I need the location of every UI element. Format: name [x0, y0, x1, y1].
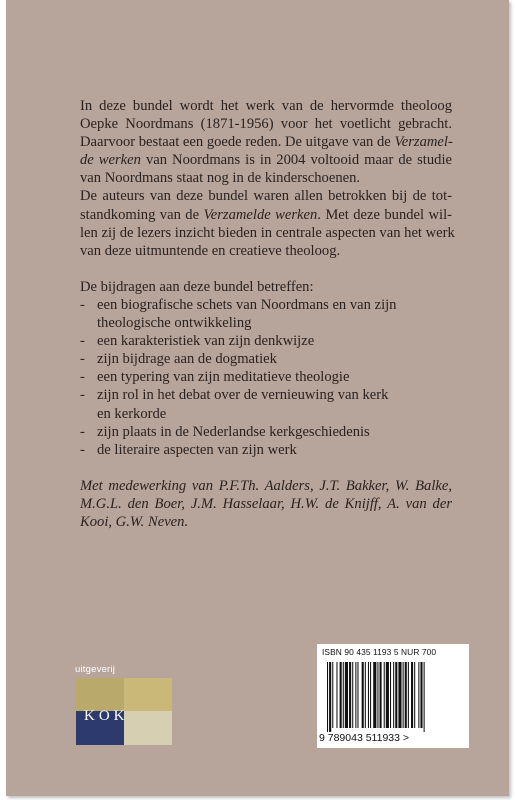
intro-paragraph: [80, 97, 452, 187]
barcode-bar: [377, 662, 378, 728]
credits-paragraph: [80, 477, 452, 531]
barcode-bar: [393, 662, 394, 728]
barcode-bar: [390, 662, 391, 728]
barcode-bar: [424, 662, 425, 732]
barcode-bar: [340, 662, 342, 728]
barcode-label: [317, 644, 469, 748]
barcode-bar: [414, 662, 415, 728]
authors-line-1: De auteurs van deze bundel waren allen betrokken bij de tot-: [80, 188, 452, 205]
credits-line-1: Met medewerking van P.F.Th. Aalders, J.T. Bakker, W. Balke,: [80, 477, 452, 494]
barcode-bar: [408, 662, 409, 728]
intro-line-1: In deze bundel wordt het werk van de hervormde theoloog: [80, 98, 452, 114]
list-item: - zijn plaats in de Nederlandse kerkgeschiedenis: [80, 423, 452, 441]
publisher-label: uitgeverij: [75, 664, 116, 675]
barcode-bar: [362, 662, 364, 728]
back-cover: [6, 0, 509, 796]
barcode-bar: [418, 662, 419, 728]
barcode-bar: [403, 662, 404, 728]
barcode-bar: [384, 662, 385, 728]
barcode-bar: [398, 662, 401, 728]
contributions-heading: De bijdragen aan deze bundel betreffen:: [80, 278, 314, 295]
list-item: - een karakteristiek van zijn denkwijze: [80, 332, 452, 350]
barcode-bar: [386, 662, 389, 728]
list-item: - een biografische schets van Noordmans en van zijn theologische ontwikkeling: [80, 296, 452, 332]
contributions-list: [80, 296, 452, 459]
barcode-bar: [370, 662, 371, 728]
intro-line-4: de werken van Noordmans is in 2004 voltooid maar de studie: [80, 152, 452, 169]
barcode-bar: [336, 662, 337, 728]
barcode-bar: [368, 662, 369, 728]
book-title-italic-cont: de werken: [80, 152, 141, 169]
barcode-digits: 9 789043 511933 >: [319, 732, 410, 744]
barcode-bar: [345, 662, 348, 728]
authors-paragraph: [80, 187, 455, 259]
barcode-bar: [343, 662, 344, 728]
barcode-bar: [357, 662, 358, 728]
barcode-bar: [405, 662, 407, 728]
blurb-text: [80, 97, 455, 531]
intro-line-2: Oepke Noordmans (1871-1956) voor het voetlicht gebracht.: [80, 116, 452, 133]
intro-line-3: Daarvoor bestaat een goede reden. De uitgave van de Verzamel-: [80, 134, 453, 151]
credits-line-3: Kooi, G.W. Neven.: [80, 513, 189, 530]
publisher-logo: [76, 678, 172, 745]
credits-line-2: M.G.L. den Boer, J.M. Hasselaar, H.W. de Knijff, A. van der: [80, 495, 452, 512]
barcode-bar: [420, 662, 422, 728]
authors-line-4: van deze uitmuntende en creatieve theoloog.: [80, 242, 341, 259]
barcode-bar: [349, 662, 351, 728]
barcode-bar: [411, 662, 413, 728]
barcode-bar: [365, 662, 366, 728]
authors-line-3: len zij de lezers inzicht bieden in centrale aspecten van het werk: [80, 224, 455, 241]
list-item: - een typering van zijn meditatieve theologie: [80, 368, 452, 386]
barcode-bar: [355, 662, 356, 728]
barcode-bar: [327, 662, 328, 732]
intro-line-5: van Noordmans staat nog in de kinderschoenen.: [80, 170, 361, 187]
list-item: - zijn bijdrage aan de dogmatiek: [80, 350, 452, 368]
publisher-logo-text: KOK: [84, 708, 129, 724]
barcode-bars: [321, 662, 465, 732]
isbn-text: ISBN 90 435 1193 5 NUR 700: [322, 647, 437, 657]
barcode-bar: [329, 662, 331, 732]
barcode-bar: [380, 662, 382, 728]
barcode-bar: [352, 662, 353, 728]
list-item: - zijn rol in het debat over de vernieuwing van kerk en kerkorde: [80, 386, 452, 422]
book-title-italic: Verzamel-: [394, 134, 453, 151]
barcode-bar: [373, 662, 376, 728]
barcode-bar: [332, 662, 333, 728]
barcode-bar: [395, 662, 397, 728]
list-item: - de literaire aspecten van zijn werk: [80, 441, 452, 459]
book-title-italic-2: Verzamelde werken: [203, 206, 318, 223]
authors-line-2: standkoming van de Verzamelde werken. Met deze bundel wil-: [80, 206, 452, 223]
